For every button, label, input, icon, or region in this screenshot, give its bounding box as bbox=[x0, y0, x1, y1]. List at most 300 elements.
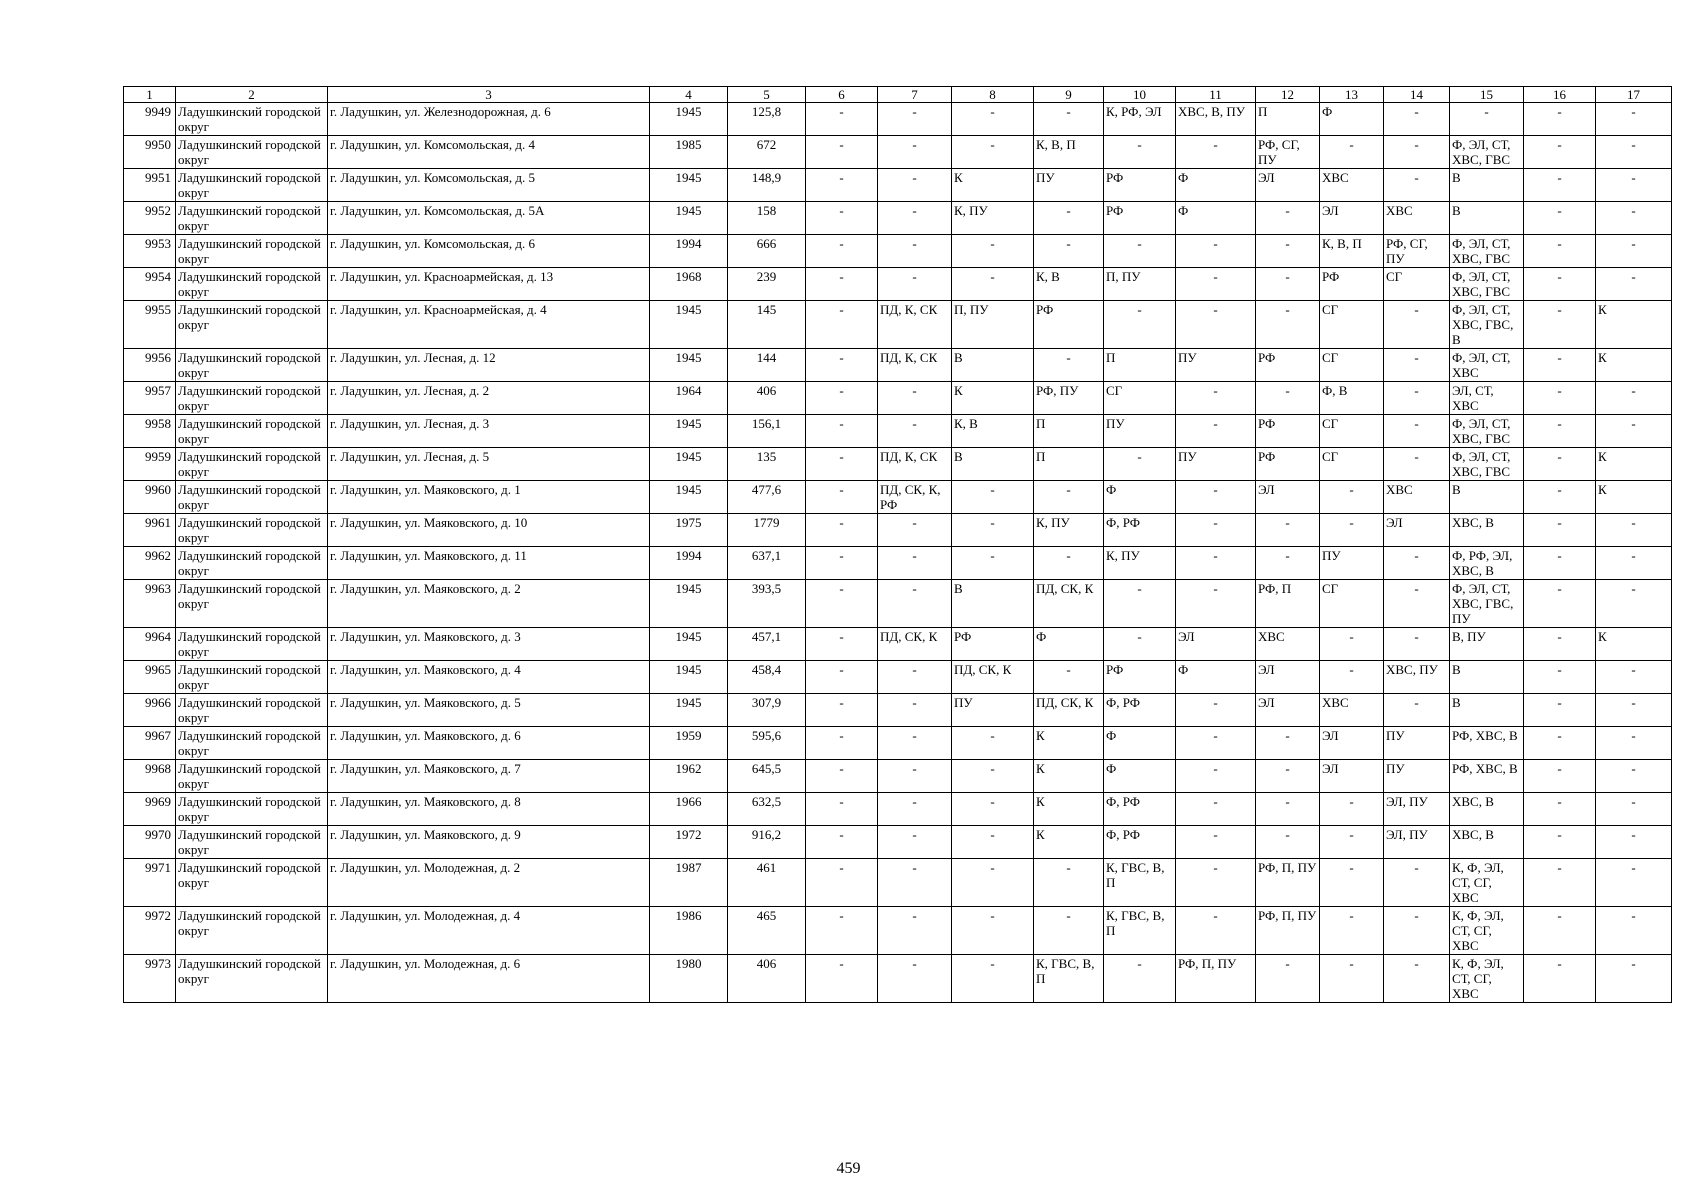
header-cell-col-12: 12 bbox=[1256, 87, 1320, 103]
table-cell-col-1: 9954 bbox=[124, 268, 176, 301]
table-cell-col-3: г. Ладушкин, ул. Лесная, д. 12 bbox=[328, 349, 650, 382]
table-cell-col-11: ПУ bbox=[1176, 448, 1256, 481]
table-cell-col-5: 393,5 bbox=[728, 580, 806, 628]
table-cell-col-14: ХВС bbox=[1384, 481, 1450, 514]
table-cell-col-3: г. Ладушкин, ул. Маяковского, д. 9 bbox=[328, 826, 650, 859]
table-cell-col-17: - bbox=[1596, 514, 1672, 547]
table-cell-col-9: К bbox=[1034, 760, 1104, 793]
table-cell-col-9: ПД, СК, К bbox=[1034, 580, 1104, 628]
table-cell-col-1: 9971 bbox=[124, 859, 176, 907]
table-cell-col-15: РФ, ХВС, В bbox=[1450, 760, 1524, 793]
table-cell-col-1: 9958 bbox=[124, 415, 176, 448]
table-cell-col-10: Ф, РФ bbox=[1104, 793, 1176, 826]
table-cell-col-4: 1945 bbox=[650, 628, 728, 661]
table-cell-col-15: В bbox=[1450, 169, 1524, 202]
table-cell-col-8: - bbox=[952, 514, 1034, 547]
table-cell-col-1: 9967 bbox=[124, 727, 176, 760]
table-cell-col-5: 158 bbox=[728, 202, 806, 235]
table-cell-col-2: Ладушкинский городской округ bbox=[176, 514, 328, 547]
table-cell-col-3: г. Ладушкин, ул. Маяковского, д. 10 bbox=[328, 514, 650, 547]
table-cell-col-11: - bbox=[1176, 727, 1256, 760]
table-cell-col-10: К, ГВС, В, П bbox=[1104, 907, 1176, 955]
table-cell-col-15: К, Ф, ЭЛ, СТ, СГ, ХВС bbox=[1450, 907, 1524, 955]
table-cell-col-9: - bbox=[1034, 907, 1104, 955]
table-cell-col-12: ЭЛ bbox=[1256, 694, 1320, 727]
table-cell-col-7: - bbox=[878, 169, 952, 202]
table-cell-col-7: - bbox=[878, 514, 952, 547]
table-cell-col-12: ХВС bbox=[1256, 628, 1320, 661]
table-cell-col-6: - bbox=[806, 349, 878, 382]
table-body bbox=[124, 103, 1672, 1003]
table-cell-col-8: РФ bbox=[952, 628, 1034, 661]
table-cell-col-10: Ф, РФ bbox=[1104, 694, 1176, 727]
table-cell-col-17: - bbox=[1596, 727, 1672, 760]
table-cell-col-17: - bbox=[1596, 760, 1672, 793]
header-cell-col-17: 17 bbox=[1596, 87, 1672, 103]
table-cell-col-11: Ф bbox=[1176, 202, 1256, 235]
table-row bbox=[124, 907, 1672, 955]
table-cell-col-14: ХВС, ПУ bbox=[1384, 661, 1450, 694]
table-cell-col-8: - bbox=[952, 268, 1034, 301]
header-cell-col-9: 9 bbox=[1034, 87, 1104, 103]
table-cell-col-11: - bbox=[1176, 760, 1256, 793]
table-cell-col-16: - bbox=[1524, 514, 1596, 547]
table-cell-col-9: - bbox=[1034, 547, 1104, 580]
table-cell-col-17: - bbox=[1596, 661, 1672, 694]
table-cell-col-15: Ф, ЭЛ, СТ, ХВС, ГВС, ПУ bbox=[1450, 580, 1524, 628]
table-cell-col-11: - bbox=[1176, 514, 1256, 547]
table-cell-col-11: - bbox=[1176, 235, 1256, 268]
table-cell-col-2: Ладушкинский городской округ bbox=[176, 760, 328, 793]
table-cell-col-1: 9963 bbox=[124, 580, 176, 628]
table-cell-col-5: 457,1 bbox=[728, 628, 806, 661]
table-cell-col-15: Ф, ЭЛ, СТ, ХВС, ГВС bbox=[1450, 268, 1524, 301]
table-cell-col-9: К, В bbox=[1034, 268, 1104, 301]
table-cell-col-8: К, ПУ bbox=[952, 202, 1034, 235]
table-cell-col-15: ЭЛ, СТ, ХВС bbox=[1450, 382, 1524, 415]
table-cell-col-16: - bbox=[1524, 907, 1596, 955]
table-cell-col-16: - bbox=[1524, 580, 1596, 628]
table-cell-col-4: 1966 bbox=[650, 793, 728, 826]
table-cell-col-8: - bbox=[952, 826, 1034, 859]
table-cell-col-5: 666 bbox=[728, 235, 806, 268]
table-cell-col-4: 1945 bbox=[650, 301, 728, 349]
table-cell-col-5: 645,5 bbox=[728, 760, 806, 793]
table-cell-col-2: Ладушкинский городской округ bbox=[176, 382, 328, 415]
table-cell-col-11: - bbox=[1176, 268, 1256, 301]
table-cell-col-8: - bbox=[952, 907, 1034, 955]
table-cell-col-5: 145 bbox=[728, 301, 806, 349]
table-cell-col-10: П, ПУ bbox=[1104, 268, 1176, 301]
table-cell-col-2: Ладушкинский городской округ bbox=[176, 448, 328, 481]
table-cell-col-7: ПД, СК, К bbox=[878, 628, 952, 661]
table-cell-col-16: - bbox=[1524, 661, 1596, 694]
table-cell-col-12: ЭЛ bbox=[1256, 169, 1320, 202]
table-cell-col-12: - bbox=[1256, 382, 1320, 415]
table-cell-col-10: Ф, РФ bbox=[1104, 826, 1176, 859]
table-cell-col-1: 9960 bbox=[124, 481, 176, 514]
table-cell-col-12: П bbox=[1256, 103, 1320, 136]
header-row bbox=[124, 87, 1672, 103]
table-cell-col-4: 1945 bbox=[650, 481, 728, 514]
table-cell-col-8: - bbox=[952, 859, 1034, 907]
table-cell-col-3: г. Ладушкин, ул. Молодежная, д. 6 bbox=[328, 955, 650, 1003]
table-cell-col-17: - bbox=[1596, 793, 1672, 826]
table-cell-col-3: г. Ладушкин, ул. Маяковского, д. 3 bbox=[328, 628, 650, 661]
table-cell-col-7: - bbox=[878, 382, 952, 415]
table-cell-col-6: - bbox=[806, 202, 878, 235]
table-cell-col-8: - bbox=[952, 235, 1034, 268]
table-cell-col-7: - bbox=[878, 103, 952, 136]
table-cell-col-17: - bbox=[1596, 694, 1672, 727]
table-cell-col-3: г. Ладушкин, ул. Маяковского, д. 7 bbox=[328, 760, 650, 793]
table-cell-col-4: 1945 bbox=[650, 202, 728, 235]
table-cell-col-13: - bbox=[1320, 481, 1384, 514]
table-row bbox=[124, 760, 1672, 793]
table-cell-col-7: - bbox=[878, 859, 952, 907]
table-cell-col-10: П bbox=[1104, 349, 1176, 382]
table-cell-col-6: - bbox=[806, 481, 878, 514]
table-cell-col-6: - bbox=[806, 628, 878, 661]
table-cell-col-2: Ладушкинский городской округ bbox=[176, 793, 328, 826]
table-cell-col-9: К, ПУ bbox=[1034, 514, 1104, 547]
table-cell-col-16: - bbox=[1524, 694, 1596, 727]
table-cell-col-9: ПД, СК, К bbox=[1034, 694, 1104, 727]
table-cell-col-1: 9951 bbox=[124, 169, 176, 202]
header-cell-col-5: 5 bbox=[728, 87, 806, 103]
table-cell-col-6: - bbox=[806, 694, 878, 727]
table-cell-col-3: г. Ладушкин, ул. Маяковского, д. 11 bbox=[328, 547, 650, 580]
table-cell-col-7: - bbox=[878, 661, 952, 694]
table-cell-col-13: СГ bbox=[1320, 349, 1384, 382]
table-cell-col-13: - bbox=[1320, 955, 1384, 1003]
table-cell-col-17: К bbox=[1596, 349, 1672, 382]
header-cell-col-6: 6 bbox=[806, 87, 878, 103]
table-cell-col-6: - bbox=[806, 907, 878, 955]
table-cell-col-8: - bbox=[952, 793, 1034, 826]
page-number: 459 bbox=[836, 1160, 861, 1177]
table-cell-col-1: 9953 bbox=[124, 235, 176, 268]
table-cell-col-14: - bbox=[1384, 103, 1450, 136]
table-cell-col-17: - bbox=[1596, 859, 1672, 907]
table-cell-col-4: 1959 bbox=[650, 727, 728, 760]
table-cell-col-11: - bbox=[1176, 301, 1256, 349]
table-cell-col-12: - bbox=[1256, 760, 1320, 793]
table-cell-col-7: - bbox=[878, 547, 952, 580]
table-cell-col-1: 9966 bbox=[124, 694, 176, 727]
table-cell-col-16: - bbox=[1524, 727, 1596, 760]
table-cell-col-9: Ф bbox=[1034, 628, 1104, 661]
table-cell-col-16: - bbox=[1524, 382, 1596, 415]
table-cell-col-1: 9956 bbox=[124, 349, 176, 382]
table-cell-col-17: - bbox=[1596, 202, 1672, 235]
table-cell-col-15: К, Ф, ЭЛ, СТ, СГ, ХВС bbox=[1450, 955, 1524, 1003]
table-row bbox=[124, 103, 1672, 136]
table-row bbox=[124, 349, 1672, 382]
table-cell-col-2: Ладушкинский городской округ bbox=[176, 859, 328, 907]
header-cell-col-8: 8 bbox=[952, 87, 1034, 103]
table-cell-col-6: - bbox=[806, 169, 878, 202]
table-cell-col-14: - bbox=[1384, 580, 1450, 628]
table-cell-col-17: - bbox=[1596, 382, 1672, 415]
table-cell-col-2: Ладушкинский городской округ bbox=[176, 169, 328, 202]
table-cell-col-5: 1779 bbox=[728, 514, 806, 547]
table-cell-col-6: - bbox=[806, 727, 878, 760]
table-row bbox=[124, 136, 1672, 169]
table-cell-col-6: - bbox=[806, 760, 878, 793]
table-cell-col-15: ХВС, В bbox=[1450, 514, 1524, 547]
table-cell-col-1: 9964 bbox=[124, 628, 176, 661]
table-cell-col-12: ЭЛ bbox=[1256, 661, 1320, 694]
table-cell-col-15: Ф, ЭЛ, СТ, ХВС, ГВС bbox=[1450, 415, 1524, 448]
table-cell-col-8: К bbox=[952, 382, 1034, 415]
table-cell-col-11: - bbox=[1176, 382, 1256, 415]
table-cell-col-7: ПД, К, СК bbox=[878, 448, 952, 481]
table-cell-col-3: г. Ладушкин, ул. Маяковского, д. 4 bbox=[328, 661, 650, 694]
table-cell-col-7: - bbox=[878, 580, 952, 628]
table-cell-col-3: г. Ладушкин, ул. Лесная, д. 5 bbox=[328, 448, 650, 481]
table-cell-col-16: - bbox=[1524, 169, 1596, 202]
table-cell-col-3: г. Ладушкин, ул. Маяковского, д. 1 bbox=[328, 481, 650, 514]
table-cell-col-8: - bbox=[952, 547, 1034, 580]
table-cell-col-17: К bbox=[1596, 301, 1672, 349]
table-cell-col-14: - bbox=[1384, 169, 1450, 202]
table-cell-col-14: - bbox=[1384, 448, 1450, 481]
table-cell-col-12: - bbox=[1256, 955, 1320, 1003]
table-cell-col-9: П bbox=[1034, 415, 1104, 448]
table-cell-col-8: ПД, СК, К bbox=[952, 661, 1034, 694]
table-cell-col-15: Ф, ЭЛ, СТ, ХВС, ГВС, В bbox=[1450, 301, 1524, 349]
table-cell-col-15: - bbox=[1450, 103, 1524, 136]
header-cell-col-7: 7 bbox=[878, 87, 952, 103]
table-row bbox=[124, 481, 1672, 514]
table-cell-col-17: - bbox=[1596, 907, 1672, 955]
table-cell-col-2: Ладушкинский городской округ bbox=[176, 268, 328, 301]
table-cell-col-12: - bbox=[1256, 727, 1320, 760]
table-cell-col-13: - bbox=[1320, 514, 1384, 547]
table-cell-col-7: - bbox=[878, 727, 952, 760]
table-cell-col-10: К, ГВС, В, П bbox=[1104, 859, 1176, 907]
table-cell-col-10: РФ bbox=[1104, 202, 1176, 235]
table-cell-col-4: 1987 bbox=[650, 859, 728, 907]
table-cell-col-11: ХВС, В, ПУ bbox=[1176, 103, 1256, 136]
table-cell-col-6: - bbox=[806, 793, 878, 826]
table-cell-col-3: г. Ладушкин, ул. Лесная, д. 3 bbox=[328, 415, 650, 448]
table-cell-col-10: К, РФ, ЭЛ bbox=[1104, 103, 1176, 136]
table-cell-col-6: - bbox=[806, 415, 878, 448]
table-cell-col-3: г. Ладушкин, ул. Красноармейская, д. 13 bbox=[328, 268, 650, 301]
table-cell-col-14: - bbox=[1384, 382, 1450, 415]
table-cell-col-11: - bbox=[1176, 907, 1256, 955]
table-cell-col-15: Ф, ЭЛ, СТ, ХВС, ГВС bbox=[1450, 235, 1524, 268]
table-cell-col-9: - bbox=[1034, 202, 1104, 235]
table-cell-col-4: 1945 bbox=[650, 448, 728, 481]
table-cell-col-13: Ф bbox=[1320, 103, 1384, 136]
table-cell-col-10: - bbox=[1104, 235, 1176, 268]
table-cell-col-2: Ладушкинский городской округ bbox=[176, 136, 328, 169]
table-cell-col-3: г. Ладушкин, ул. Молодежная, д. 2 bbox=[328, 859, 650, 907]
table-cell-col-17: - bbox=[1596, 826, 1672, 859]
table-row bbox=[124, 169, 1672, 202]
table-cell-col-9: ПУ bbox=[1034, 169, 1104, 202]
table-row bbox=[124, 448, 1672, 481]
table-cell-col-10: ПУ bbox=[1104, 415, 1176, 448]
header-cell-col-13: 13 bbox=[1320, 87, 1384, 103]
table-row bbox=[124, 628, 1672, 661]
table-cell-col-2: Ладушкинский городской округ bbox=[176, 580, 328, 628]
table-cell-col-8: - bbox=[952, 103, 1034, 136]
table-cell-col-13: ХВС bbox=[1320, 169, 1384, 202]
table-cell-col-4: 1994 bbox=[650, 235, 728, 268]
table-cell-col-14: - bbox=[1384, 859, 1450, 907]
table-cell-col-12: РФ, П bbox=[1256, 580, 1320, 628]
table-row bbox=[124, 415, 1672, 448]
header-cell-col-4: 4 bbox=[650, 87, 728, 103]
table-cell-col-5: 406 bbox=[728, 382, 806, 415]
table-cell-col-8: В bbox=[952, 349, 1034, 382]
table-cell-col-9: - bbox=[1034, 349, 1104, 382]
table-cell-col-9: К bbox=[1034, 826, 1104, 859]
table-cell-col-4: 1994 bbox=[650, 547, 728, 580]
table-cell-col-10: РФ bbox=[1104, 169, 1176, 202]
table-cell-col-1: 9955 bbox=[124, 301, 176, 349]
table-cell-col-17: К bbox=[1596, 628, 1672, 661]
table-cell-col-13: - bbox=[1320, 826, 1384, 859]
table-cell-col-9: - bbox=[1034, 103, 1104, 136]
table-cell-col-4: 1968 bbox=[650, 268, 728, 301]
table-cell-col-10: - bbox=[1104, 955, 1176, 1003]
table-cell-col-16: - bbox=[1524, 202, 1596, 235]
table-cell-col-16: - bbox=[1524, 136, 1596, 169]
table-cell-col-16: - bbox=[1524, 448, 1596, 481]
table-cell-col-3: г. Ладушкин, ул. Красноармейская, д. 4 bbox=[328, 301, 650, 349]
table-row bbox=[124, 859, 1672, 907]
table-row bbox=[124, 727, 1672, 760]
table-cell-col-7: - bbox=[878, 955, 952, 1003]
table-cell-col-16: - bbox=[1524, 235, 1596, 268]
table-row bbox=[124, 661, 1672, 694]
table-cell-col-5: 239 bbox=[728, 268, 806, 301]
table-cell-col-16: - bbox=[1524, 793, 1596, 826]
table-cell-col-7: - bbox=[878, 907, 952, 955]
table-cell-col-9: К bbox=[1034, 793, 1104, 826]
table-cell-col-7: - bbox=[878, 826, 952, 859]
table-cell-col-14: - bbox=[1384, 301, 1450, 349]
table-cell-col-9: РФ bbox=[1034, 301, 1104, 349]
table-cell-col-13: Ф, В bbox=[1320, 382, 1384, 415]
table-cell-col-15: ХВС, В bbox=[1450, 826, 1524, 859]
table-cell-col-11: - bbox=[1176, 826, 1256, 859]
table-cell-col-16: - bbox=[1524, 349, 1596, 382]
table-cell-col-2: Ладушкинский городской округ bbox=[176, 547, 328, 580]
table-cell-col-5: 672 bbox=[728, 136, 806, 169]
table-cell-col-14: - bbox=[1384, 547, 1450, 580]
table-cell-col-9: РФ, ПУ bbox=[1034, 382, 1104, 415]
table-cell-col-3: г. Ладушкин, ул. Маяковского, д. 8 bbox=[328, 793, 650, 826]
table-cell-col-2: Ладушкинский городской округ bbox=[176, 481, 328, 514]
table-cell-col-12: - bbox=[1256, 826, 1320, 859]
table-cell-col-17: - bbox=[1596, 415, 1672, 448]
table-cell-col-8: - bbox=[952, 955, 1034, 1003]
table-cell-col-13: СГ bbox=[1320, 415, 1384, 448]
table-cell-col-4: 1945 bbox=[650, 580, 728, 628]
table-cell-col-14: СГ bbox=[1384, 268, 1450, 301]
table-cell-col-12: РФ bbox=[1256, 349, 1320, 382]
table-cell-col-17: - bbox=[1596, 955, 1672, 1003]
table-cell-col-16: - bbox=[1524, 760, 1596, 793]
table-cell-col-16: - bbox=[1524, 628, 1596, 661]
header-cell-col-11: 11 bbox=[1176, 87, 1256, 103]
table-cell-col-4: 1945 bbox=[650, 661, 728, 694]
table-cell-col-15: Ф, ЭЛ, СТ, ХВС, ГВС bbox=[1450, 136, 1524, 169]
table-cell-col-14: - bbox=[1384, 415, 1450, 448]
table-row bbox=[124, 793, 1672, 826]
table-cell-col-16: - bbox=[1524, 481, 1596, 514]
table-cell-col-12: - bbox=[1256, 793, 1320, 826]
table-cell-col-15: ХВС, В bbox=[1450, 793, 1524, 826]
table-cell-col-16: - bbox=[1524, 826, 1596, 859]
table-cell-col-16: - bbox=[1524, 415, 1596, 448]
table-cell-col-4: 1985 bbox=[650, 136, 728, 169]
table-cell-col-8: П, ПУ bbox=[952, 301, 1034, 349]
table-cell-col-1: 9972 bbox=[124, 907, 176, 955]
table-cell-col-10: - bbox=[1104, 628, 1176, 661]
table-cell-col-7: - bbox=[878, 268, 952, 301]
table-cell-col-14: РФ, СГ, ПУ bbox=[1384, 235, 1450, 268]
table-cell-col-15: Ф, ЭЛ, СТ, ХВС bbox=[1450, 349, 1524, 382]
table-cell-col-10: Ф bbox=[1104, 481, 1176, 514]
table-cell-col-3: г. Ладушкин, ул. Маяковского, д. 6 bbox=[328, 727, 650, 760]
table-cell-col-15: В bbox=[1450, 694, 1524, 727]
table-cell-col-1: 9969 bbox=[124, 793, 176, 826]
table-cell-col-4: 1945 bbox=[650, 694, 728, 727]
table-cell-col-7: ПД, К, СК bbox=[878, 301, 952, 349]
header-cell-col-15: 15 bbox=[1450, 87, 1524, 103]
table-cell-col-16: - bbox=[1524, 955, 1596, 1003]
table-cell-col-4: 1980 bbox=[650, 955, 728, 1003]
table-cell-col-11: - bbox=[1176, 481, 1256, 514]
table-cell-col-9: К bbox=[1034, 727, 1104, 760]
table-cell-col-4: 1945 bbox=[650, 103, 728, 136]
table-cell-col-11: Ф bbox=[1176, 661, 1256, 694]
table-cell-col-2: Ладушкинский городской округ bbox=[176, 727, 328, 760]
table-cell-col-3: г. Ладушкин, ул. Комсомольская, д. 6 bbox=[328, 235, 650, 268]
table-cell-col-11: ЭЛ bbox=[1176, 628, 1256, 661]
table-cell-col-8: ПУ bbox=[952, 694, 1034, 727]
table-cell-col-13: СГ bbox=[1320, 301, 1384, 349]
table-cell-col-13: - bbox=[1320, 793, 1384, 826]
table-cell-col-6: - bbox=[806, 661, 878, 694]
table-row bbox=[124, 268, 1672, 301]
table-cell-col-14: ЭЛ bbox=[1384, 514, 1450, 547]
table-cell-col-12: ЭЛ bbox=[1256, 481, 1320, 514]
table-cell-col-9: - bbox=[1034, 661, 1104, 694]
table-cell-col-9: - bbox=[1034, 859, 1104, 907]
table-cell-col-1: 9950 bbox=[124, 136, 176, 169]
table-cell-col-5: 307,9 bbox=[728, 694, 806, 727]
table-cell-col-9: К, В, П bbox=[1034, 136, 1104, 169]
table-row bbox=[124, 955, 1672, 1003]
table-row bbox=[124, 382, 1672, 415]
table-cell-col-17: - bbox=[1596, 547, 1672, 580]
table-cell-col-16: - bbox=[1524, 301, 1596, 349]
table-cell-col-14: - bbox=[1384, 349, 1450, 382]
table-cell-col-3: г. Ладушкин, ул. Маяковского, д. 5 bbox=[328, 694, 650, 727]
table-row bbox=[124, 826, 1672, 859]
table-cell-col-4: 1972 bbox=[650, 826, 728, 859]
table-cell-col-2: Ладушкинский городской округ bbox=[176, 301, 328, 349]
table-cell-col-9: - bbox=[1034, 481, 1104, 514]
